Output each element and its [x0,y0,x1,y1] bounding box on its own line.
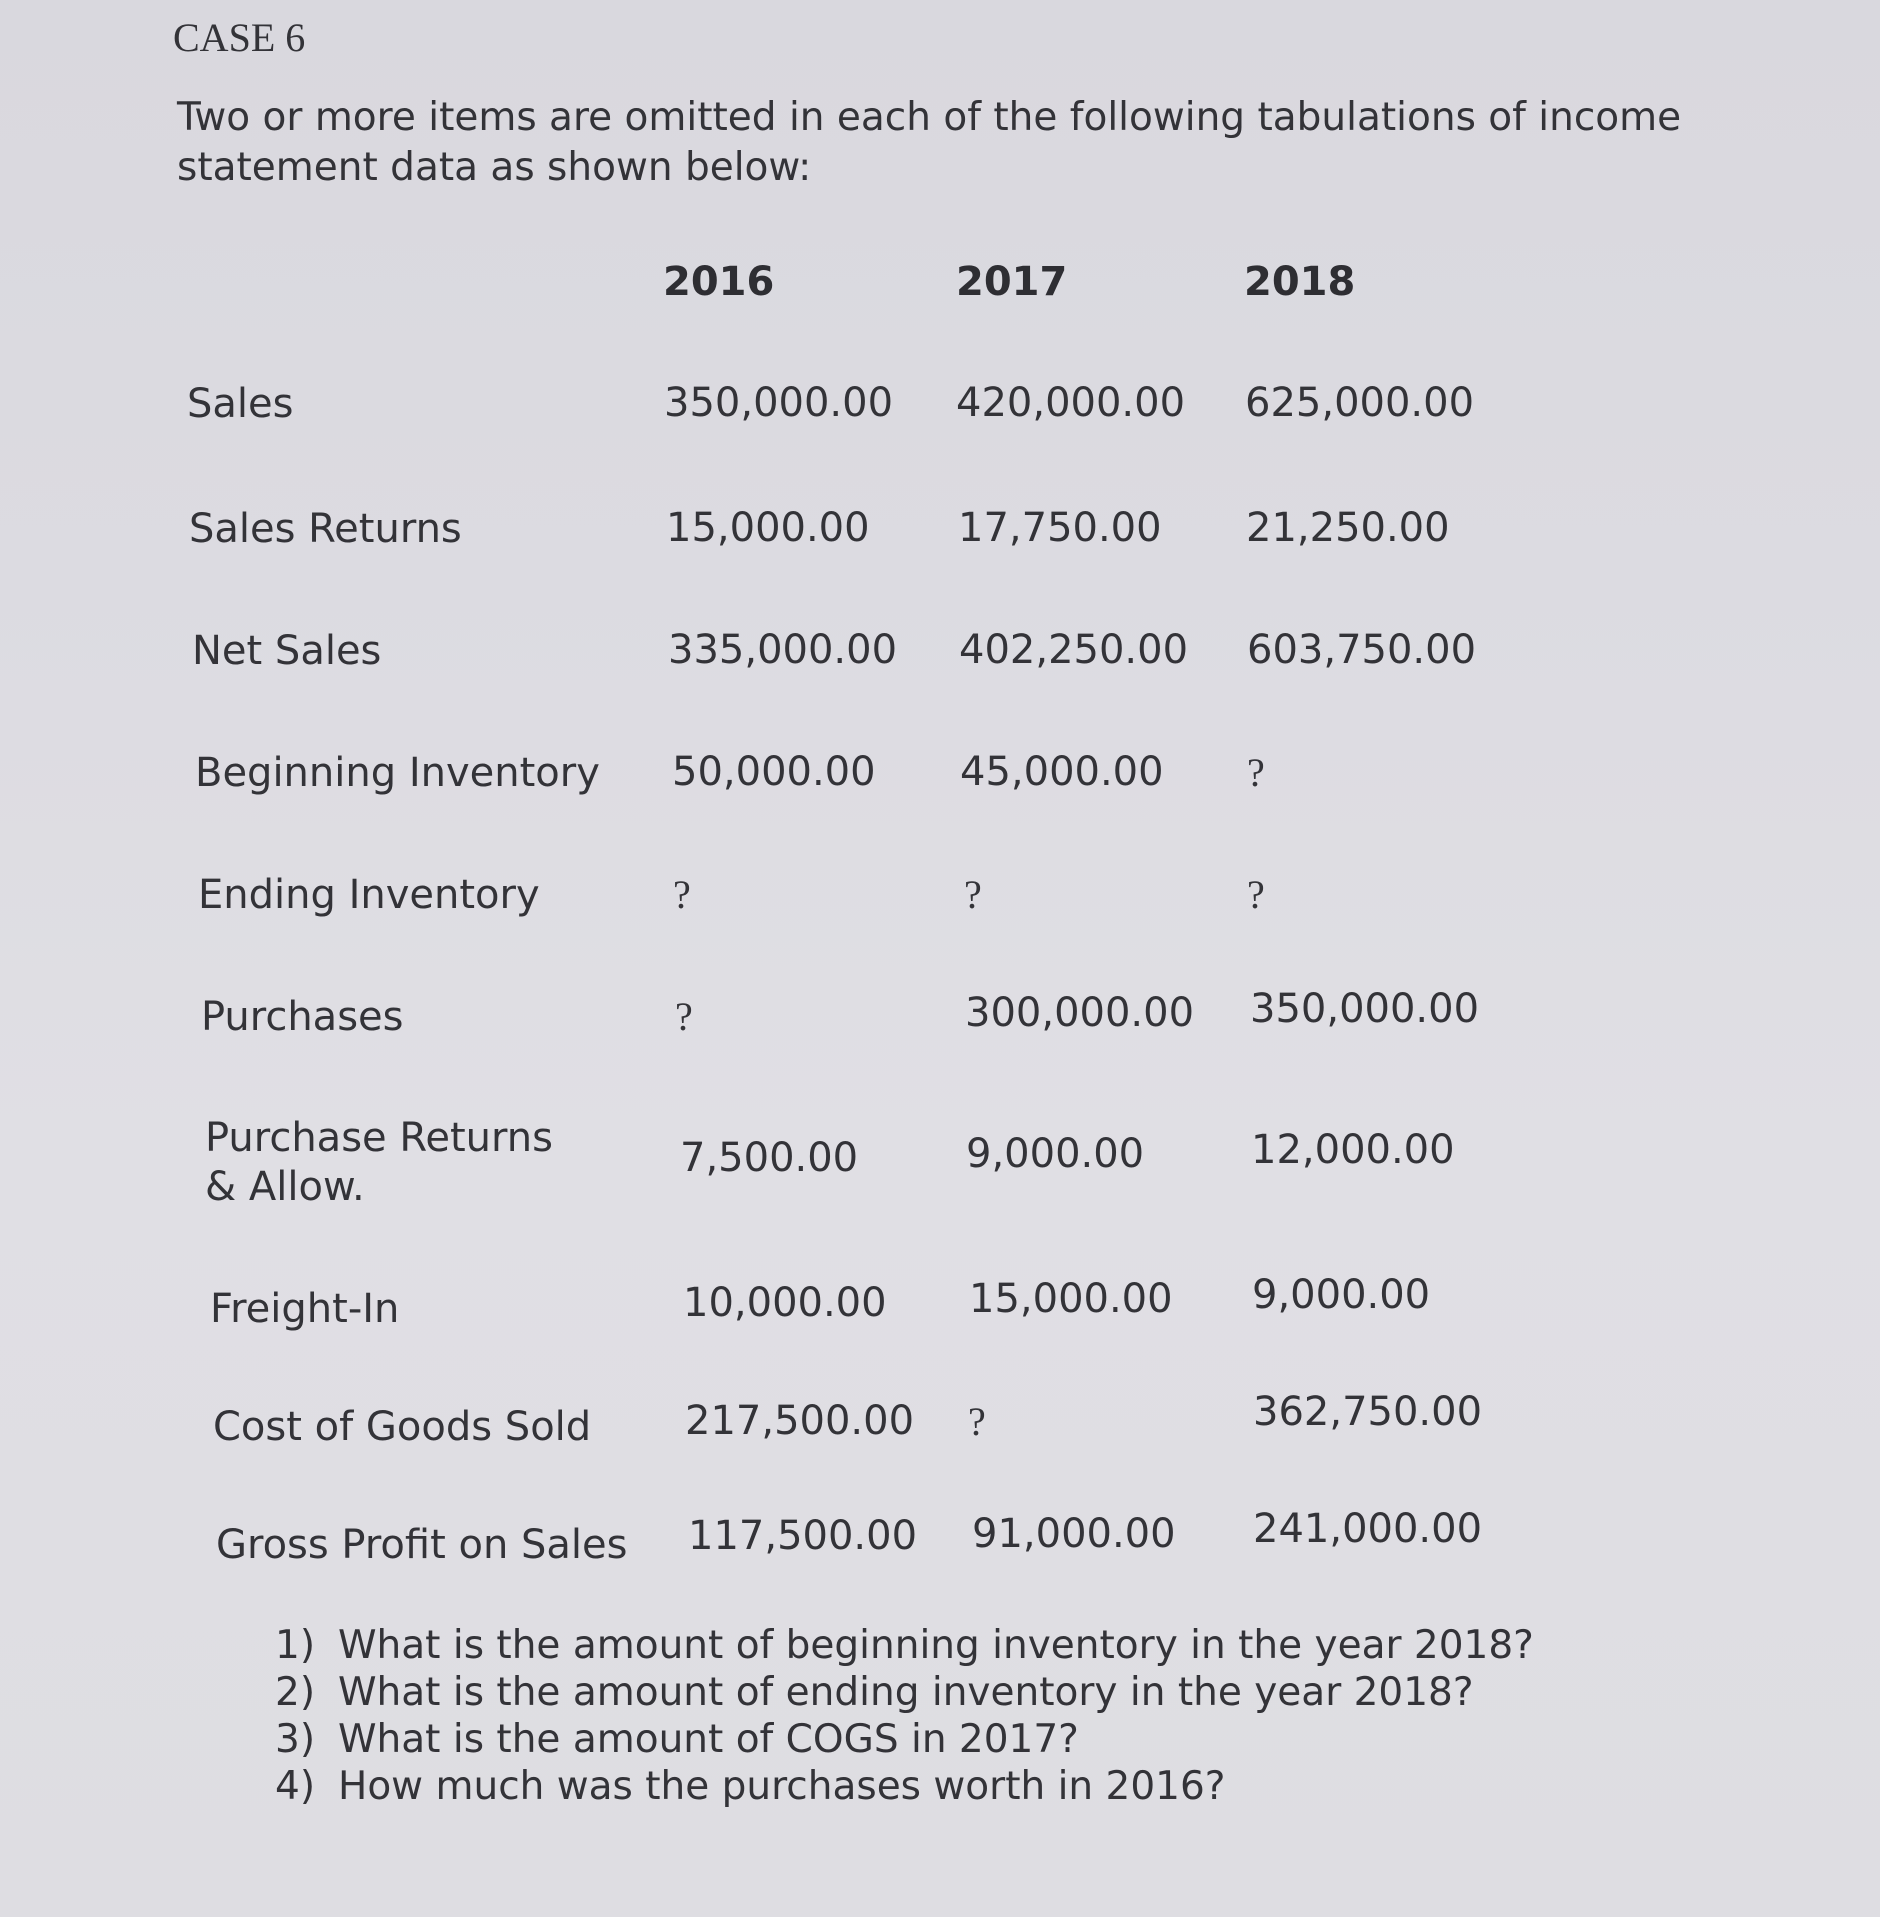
question-list [275,1622,1534,1810]
intro-text: Two or more items are omitted in each of the following tabulations of income statement data as shown below: [177,95,1682,190]
cell-cogs-2017: ? [968,1399,986,1444]
row-label-purchase-returns: Purchase Returns & Allow. [205,1115,553,1210]
year-header-2016: 2016 [663,259,775,305]
cell-gross-profit-2018: 241,000.00 [1253,1506,1483,1552]
question-text: What is the amount of COGS in 2017? [338,1717,1079,1762]
row-label-beginning-inventory: Beginning Inventory [195,750,600,796]
cell-sales-returns-2017: 17,750.00 [958,505,1162,551]
question-text: What is the amount of ending inventory in the year 2018? [338,1670,1474,1715]
cell-freight-in-2017: 15,000.00 [969,1276,1173,1322]
question-item [275,1622,1534,1669]
cell-cogs-2018: 362,750.00 [1253,1389,1483,1435]
cell-net-sales-2017: 402,250.00 [959,627,1189,673]
question-item [275,1763,1534,1810]
cell-sales-2016: 350,000.00 [664,380,894,426]
cell-beginning-inventory-2016: 50,000.00 [672,749,876,795]
row-label-ending-inventory: Ending Inventory [198,872,540,918]
row-label-net-sales: Net Sales [192,628,382,674]
cell-sales-2018: 625,000.00 [1245,380,1475,426]
cell-ending-inventory-2018: ? [1247,872,1265,917]
cell-gross-profit-2016: 117,500.00 [688,1513,918,1559]
cell-purchases-2017: 300,000.00 [965,990,1195,1036]
case-title: CASE 6 [173,15,306,60]
cell-purchase-returns-2018: 12,000.00 [1251,1127,1455,1173]
question-number: 3) [275,1717,316,1762]
question-number: 1) [275,1623,316,1668]
cell-ending-inventory-2016: ? [673,872,691,917]
cell-purchases-2016: ? [675,994,693,1039]
row-label-purchases: Purchases [201,994,404,1040]
question-number: 2) [275,1670,316,1715]
year-header-2018: 2018 [1244,259,1356,305]
cell-ending-inventory-2017: ? [964,872,982,917]
cell-freight-in-2016: 10,000.00 [683,1280,887,1326]
cell-net-sales-2018: 603,750.00 [1247,627,1477,673]
question-text: How much was the purchases worth in 2016? [338,1764,1226,1809]
row-label-cogs: Cost of Goods Sold [213,1404,592,1450]
cell-purchase-returns-2017: 9,000.00 [966,1131,1145,1177]
cell-net-sales-2016: 335,000.00 [668,627,898,673]
row-label-sales-returns: Sales Returns [189,506,462,552]
cell-gross-profit-2017: 91,000.00 [972,1511,1176,1557]
row-label-freight-in: Freight-In [210,1286,400,1332]
row-label-sales: Sales [187,381,294,427]
question-number: 4) [275,1764,316,1809]
cell-purchases-2018: 350,000.00 [1250,986,1480,1032]
cell-purchase-returns-2016: 7,500.00 [680,1135,859,1181]
year-header-2017: 2017 [956,259,1068,305]
question-text: What is the amount of beginning inventory in the year 2018? [338,1623,1534,1668]
cell-sales-returns-2018: 21,250.00 [1246,505,1450,551]
question-item [275,1669,1534,1716]
row-label-gross-profit: Gross Profit on Sales [216,1522,628,1568]
cell-sales-2017: 420,000.00 [956,380,1186,426]
question-item [275,1716,1534,1763]
cell-beginning-inventory-2017: 45,000.00 [960,749,1164,795]
cell-beginning-inventory-2018: ? [1247,750,1265,795]
cell-freight-in-2018: 9,000.00 [1252,1272,1431,1318]
cell-cogs-2016: 217,500.00 [685,1398,915,1444]
cell-sales-returns-2016: 15,000.00 [666,505,870,551]
